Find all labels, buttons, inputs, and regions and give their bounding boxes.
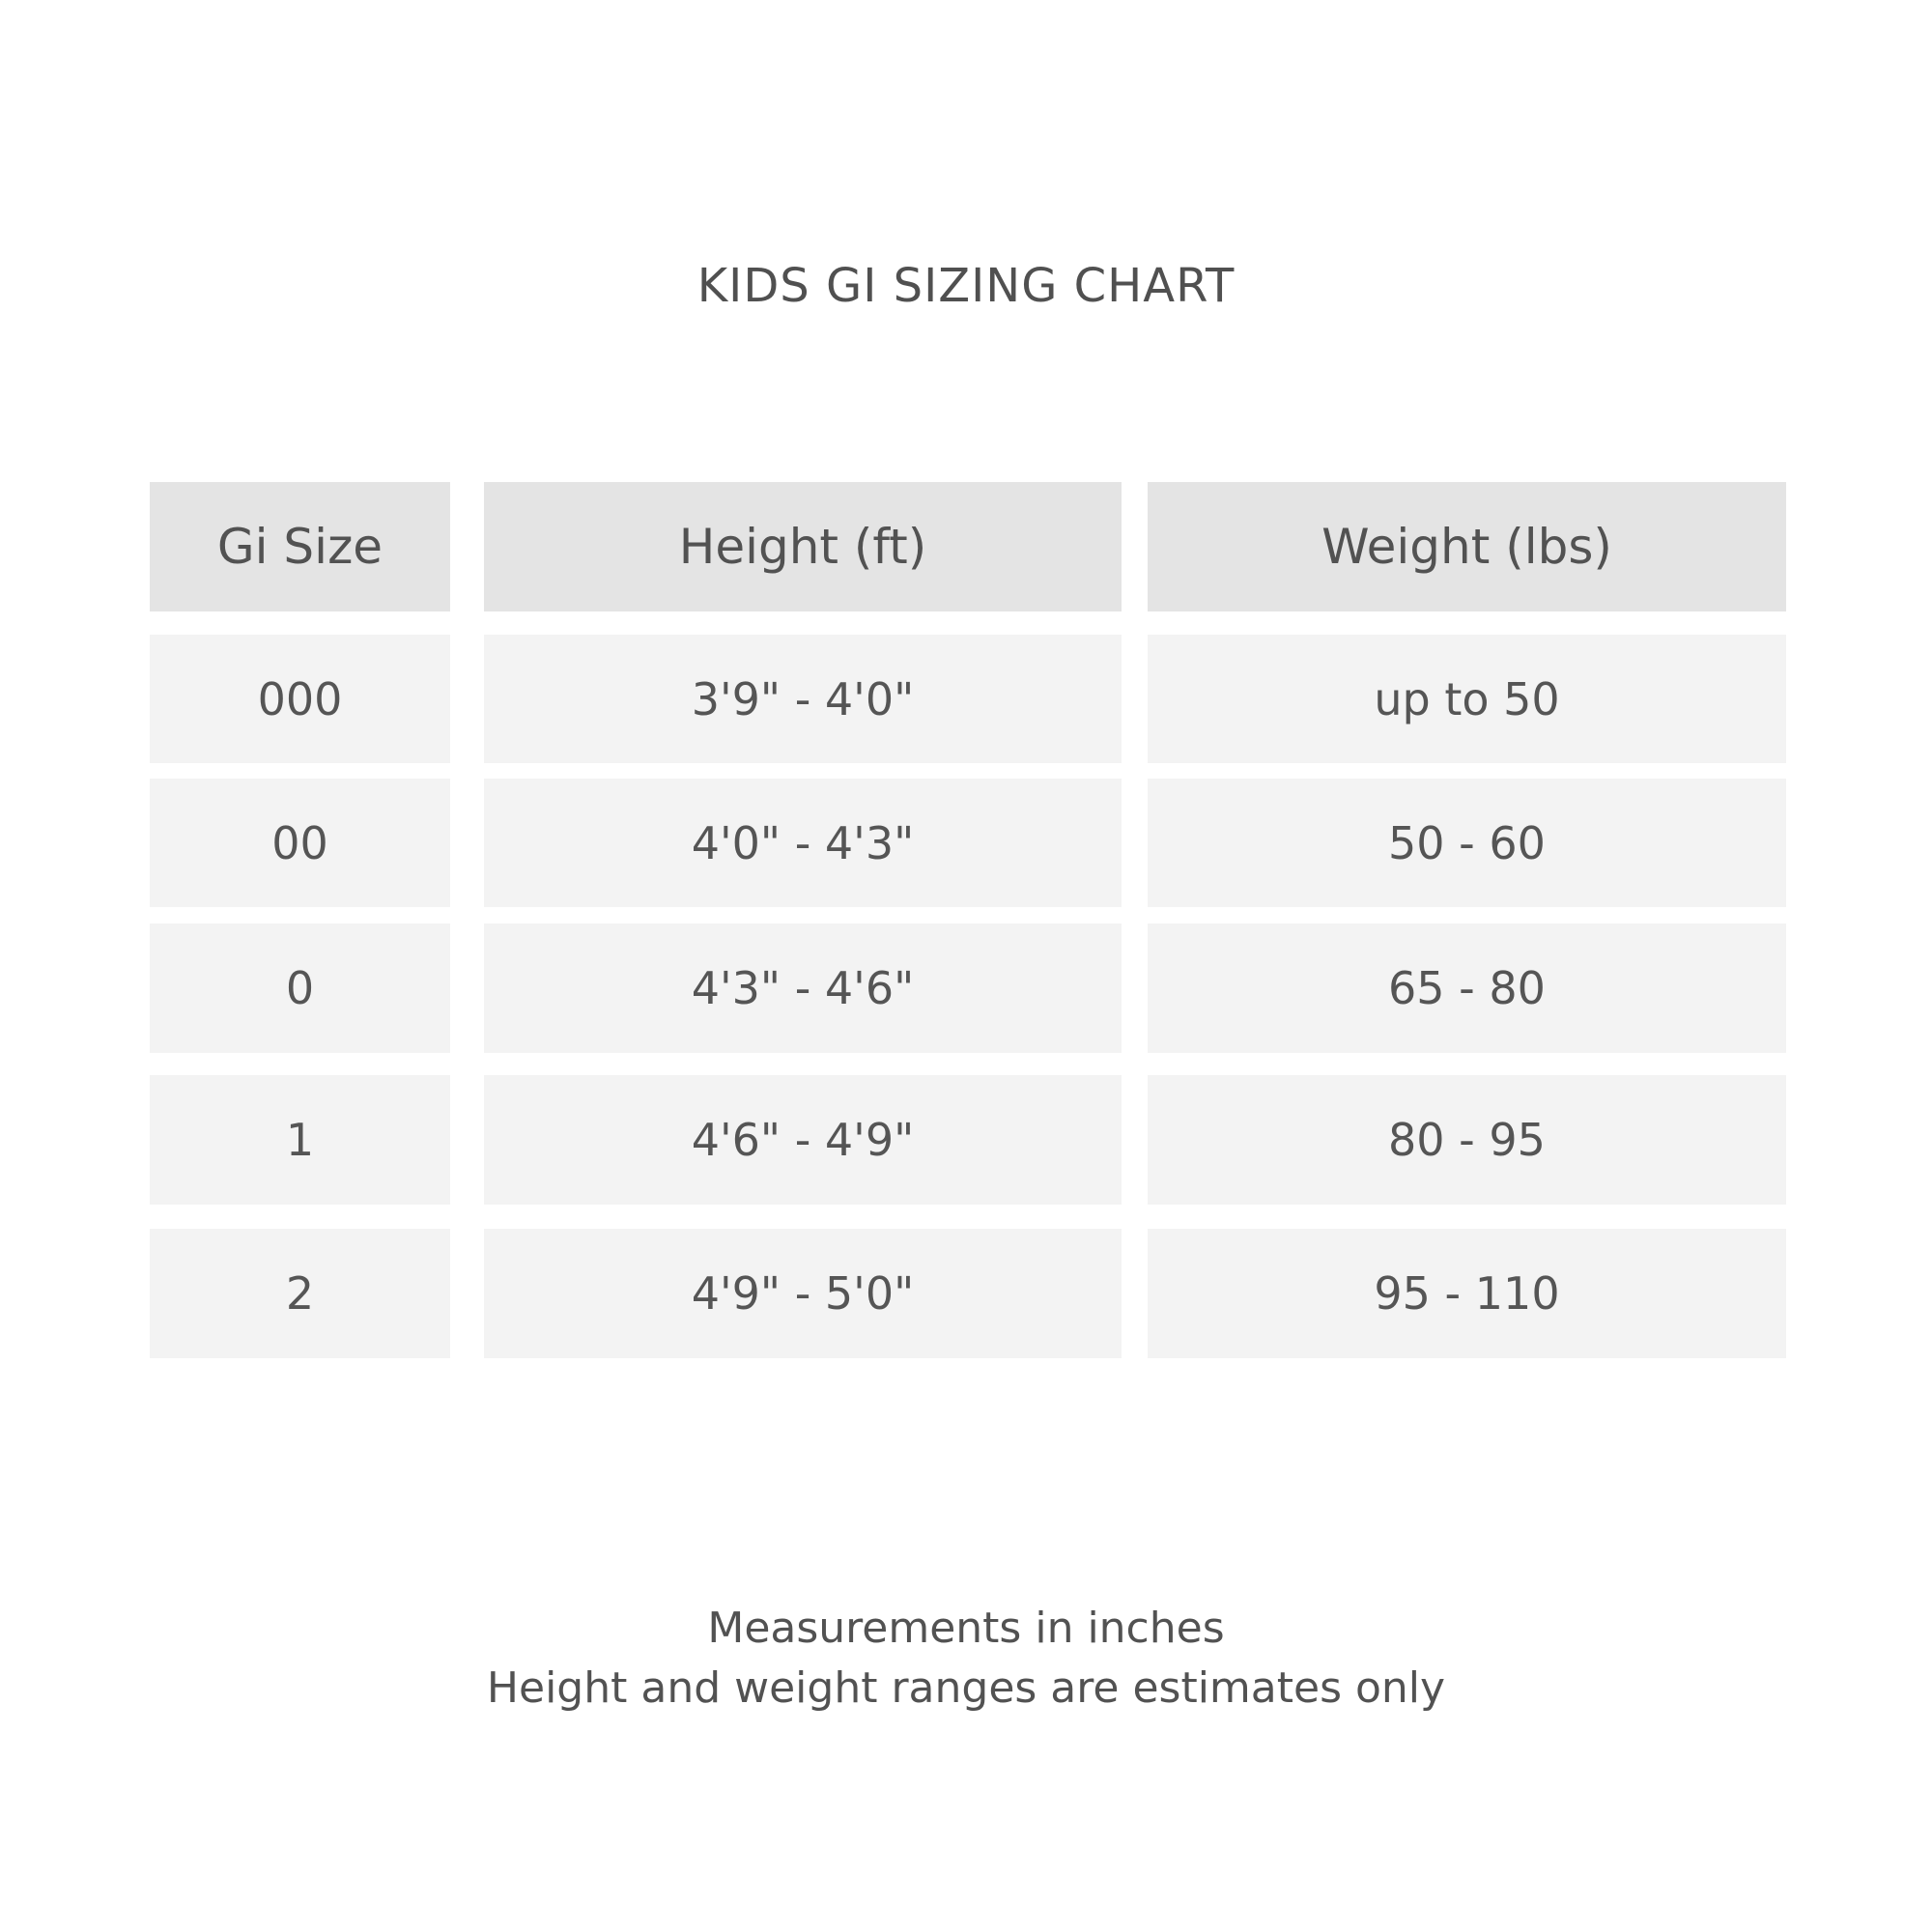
table-cell-weight: 95 - 110 xyxy=(1148,1229,1786,1358)
table-cell-height: 4'3" - 4'6" xyxy=(484,923,1122,1053)
table-cell-weight: 65 - 80 xyxy=(1148,923,1786,1053)
header-height: Height (ft) xyxy=(484,482,1122,611)
table-cell-weight: up to 50 xyxy=(1148,635,1786,763)
table-cell-size: 2 xyxy=(150,1229,450,1358)
table-cell-height: 4'0" - 4'3" xyxy=(484,779,1122,907)
table-cell-height: 4'9" - 5'0" xyxy=(484,1229,1122,1358)
page-title: KIDS GI SIZING CHART xyxy=(696,259,1236,313)
table-cell-size: 0 xyxy=(150,923,450,1053)
header-gi-size: Gi Size xyxy=(150,482,450,611)
note-estimates: Height and weight ranges are estimates only xyxy=(486,1663,1446,1713)
header-weight: Weight (lbs) xyxy=(1148,482,1786,611)
table-cell-size: 000 xyxy=(150,635,450,763)
table-cell-height: 3'9" - 4'0" xyxy=(484,635,1122,763)
table-cell-size: 1 xyxy=(150,1075,450,1205)
table-cell-size: 00 xyxy=(150,779,450,907)
note-measurements: Measurements in inches xyxy=(707,1604,1225,1653)
table-cell-weight: 50 - 60 xyxy=(1148,779,1786,907)
table-cell-weight: 80 - 95 xyxy=(1148,1075,1786,1205)
table-cell-height: 4'6" - 4'9" xyxy=(484,1075,1122,1205)
